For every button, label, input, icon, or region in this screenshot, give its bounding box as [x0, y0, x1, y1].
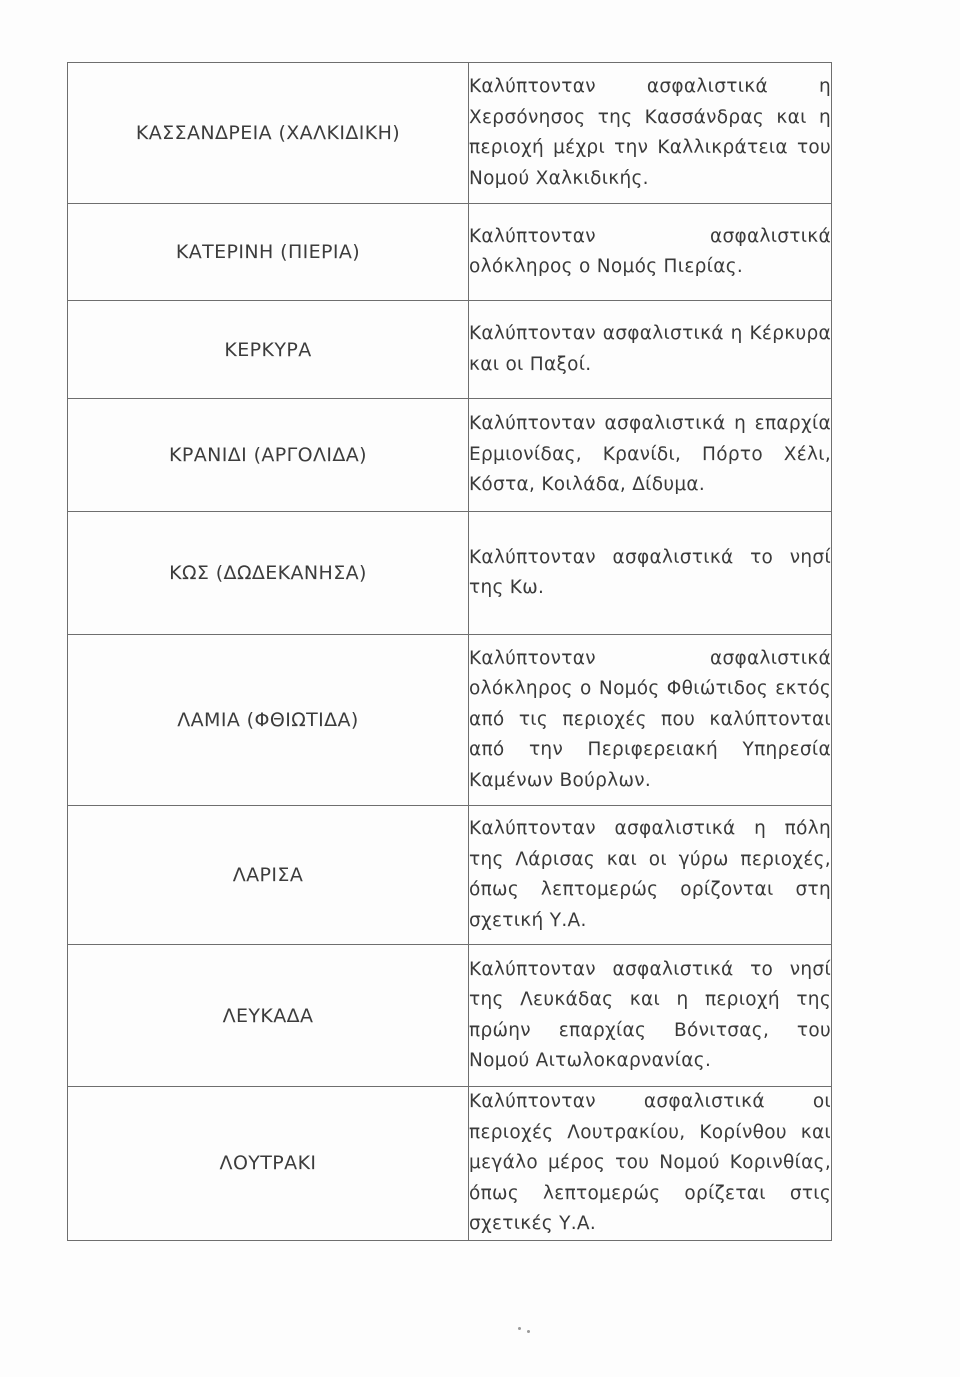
region-name: ΛΕΥΚΑΔΑ	[68, 945, 469, 1087]
coverage-description: Καλύπτονταν ασφαλιστικά οι περιοχές Λουτρακίου, Κορίνθου και μεγάλο μέρος του Νομού Κορινθίας, όπως λεπτομερώς ορίζεται στις σχετικές Υ.Α.	[469, 1087, 832, 1241]
coverage-description: Καλύπτονταν ασφαλιστικά ολόκληρος ο Νομός Φθιώτιδος εκτός από τις περιοχές που καλύπτονται από την Περιφερειακή Υπηρεσία Καμένων Βούρλων.	[469, 635, 832, 806]
table-row	[68, 63, 832, 204]
coverage-description: Καλύπτονταν ασφαλιστικά ολόκληρος ο Νομός Πιερίας.	[469, 204, 832, 301]
table-row	[68, 945, 832, 1087]
coverage-description: Καλύπτονταν ασφαλιστικά το νησί της Λευκάδας και η περιοχή της πρώην επαρχίας Βόνιτσας, του Νομού Αιτωλοκαρνανίας.	[469, 945, 832, 1087]
coverage-description: Καλύπτονταν ασφαλιστικά η Χερσόνησος της Κασσάνδρας και η περιοχή μέχρι την Καλλικράτεια του Νομού Χαλκιδικής.	[469, 63, 832, 204]
coverage-description: Καλύπτονταν ασφαλιστικά το νησί της Κω.	[469, 512, 832, 635]
region-name: ΛΑΜΙΑ (ΦΘΙΩΤΙΔΑ)	[68, 635, 469, 806]
region-name: ΚΕΡΚΥΡΑ	[68, 301, 469, 399]
table-row	[68, 399, 832, 512]
region-name: ΚΑΤΕΡΙΝΗ (ΠΙΕΡΙΑ)	[68, 204, 469, 301]
region-name: ΛΟΥΤΡΑΚΙ	[68, 1087, 469, 1241]
table-row	[68, 512, 832, 635]
table-row	[68, 204, 832, 301]
coverage-description: Καλύπτονταν ασφαλιστικά η Κέρκυρα και οι Παξοί.	[469, 301, 832, 399]
scan-speck	[518, 1327, 521, 1330]
table-row	[68, 1087, 832, 1241]
coverage-description: Καλύπτονταν ασφαλιστικά η επαρχία Ερμιονίδας, Κρανίδι, Πόρτο Χέλι, Κόστα, Κοιλάδα, Δίδυμα.	[469, 399, 832, 512]
region-name: ΚΑΣΣΑΝΔΡΕΙΑ (ΧΑΛΚΙΔΙΚΗ)	[68, 63, 469, 204]
table-row	[68, 806, 832, 945]
table-row	[68, 301, 832, 399]
coverage-description: Καλύπτονταν ασφαλιστικά η πόλη της Λάρισας και οι γύρω περιοχές, όπως λεπτομερώς ορίζονται στη σχετική Υ.Α.	[469, 806, 832, 945]
table-row	[68, 635, 832, 806]
region-name: ΚΩΣ (ΔΩΔΕΚΑΝΗΣΑ)	[68, 512, 469, 635]
region-name: ΚΡΑΝΙΔΙ (ΑΡΓΟΛΙΔΑ)	[68, 399, 469, 512]
coverage-table	[67, 62, 832, 1241]
region-name: ΛΑΡΙΣΑ	[68, 806, 469, 945]
scan-speck	[527, 1330, 530, 1333]
